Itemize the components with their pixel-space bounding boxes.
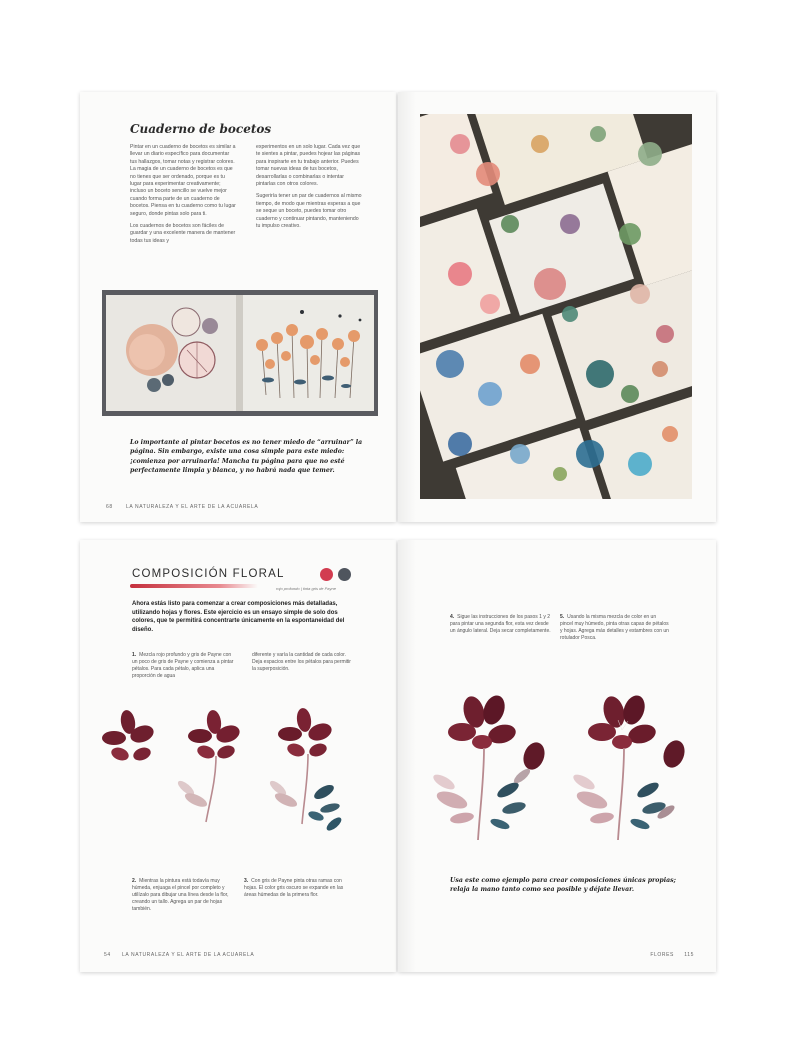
step-1 (132, 652, 238, 680)
step-text: Mientras la pintura está todavía muy húmeda, enjuaga el pincel por completo y utilízalo para dibujar una línea desde la flor, creando un tallo. Agrega un par de hojas también. (132, 878, 229, 912)
sketchbooks-collage-photo (420, 114, 692, 499)
paragraph: experimentos en un solo lugar. Cada vez que te sientes a pintar, puedes hojear las páginas para inspirarte en tu trabajo anterior. Puedes tomar nuevas ideas de tus bocetos, desarrollarlas o combinarlas o intentar pintarlas con otros colores. (256, 144, 361, 188)
section-label: FLORES (650, 952, 674, 958)
top-left-page (80, 92, 396, 522)
step-4 (450, 614, 554, 635)
step-5 (560, 614, 670, 642)
bottom-right-page (398, 540, 716, 972)
caption: Usa este como ejemplo para crear composiciones únicas propias; relaja la mano tanto como sea posible y déjate llevar. (450, 877, 676, 894)
gutter-shadow (398, 540, 416, 972)
text-column-1 (130, 144, 236, 250)
floral-composition-illustrations (422, 690, 702, 850)
step-number: 2. (132, 878, 137, 884)
sketchbook-photo (102, 290, 378, 416)
bottom-left-page (80, 540, 396, 972)
step-number: 4. (450, 614, 455, 620)
caption: Lo importante al pintar bocetos es no tener miedo de “arruinar” la página. Sin embargo, existe una cosa simple para este miedo: ¡comienza por arruinarla! Mancha tu página para que no esté perfectamente limpia y blanca, y no habrá nada que temer. (130, 439, 363, 475)
red-swatch (320, 568, 333, 581)
step-text: Sigue las instrucciones de los pasos 1 y 2 para pintar una segunda flor, esta vez desde un ángulo lateral. Deja secar completamente. (450, 614, 551, 634)
page-number: 54 (104, 952, 111, 958)
gray-swatch (338, 568, 351, 581)
title-brush-stroke (130, 584, 258, 588)
page-number: 115 (684, 952, 694, 958)
step-number: 5. (560, 614, 565, 620)
step-3 (244, 878, 354, 899)
gutter-shadow (398, 92, 416, 522)
top-right-page (398, 92, 716, 522)
step-text: Usando la misma mezcla de color en un pincel muy húmedo, pinta otras capas de pétalos y hojas. Agrega más detalles y estambres con un rotulador Posca. (560, 614, 669, 641)
paragraph: Pintar en un cuaderno de bocetos es similar a llevar un diario específico para documentar tus hallazgos, tomar notas y registrar colores. La magia de un cuaderno de bocetos es que no tienes que ser ordenado, porque es tu lugar para experimentar creativamente; incluso un boceto sencillo se vuelve mejor cuando forma parte de un cuaderno de bocetos. Piensa en tu cuaderno como tu lugar seguro, donde pintas solo para ti. (130, 144, 236, 217)
step-1-continued: diferente y varía la cantidad de cada color. Deja espacios entre los pétalos para permitir la superposición. (252, 652, 351, 672)
text-column-2 (256, 144, 362, 235)
step-text: Con gris de Payne pinta otras ramas con hojas. El color gris oscuro se expande en las áreas húmedas de la primera flor. (244, 878, 344, 898)
step-number: 1. (132, 652, 137, 658)
paragraph: Sugeriría tener un par de cuadernos al mismo tiempo, de modo que mientras esperas a que se seque un boceto, puedes tomar otro cuaderno y continuar pintando, manteniendo tu impulso creativo. (256, 193, 362, 230)
page-number: 68 (106, 504, 113, 510)
running-header: LA NATURALEZA Y EL ARTE DE LA ACUARELA (122, 952, 255, 958)
flower-step-illustrations (98, 700, 388, 860)
step-2 (132, 878, 236, 913)
page-title: COMPOSICIÓN FLORAL (132, 568, 285, 580)
step-number: 3. (244, 878, 249, 884)
running-header: LA NATURALEZA Y EL ARTE DE LA ACUARELA (126, 504, 259, 510)
paragraph: Los cuadernos de bocetos son fáciles de guardar y una excelente manera de mantener todas tus ideas y (130, 223, 236, 244)
intro-paragraph: Ahora estás listo para comenzar a crear composiciones más detalladas, utilizando hojas y flores. Este ejercicio es un ensayo simple de solo dos colores, que te permitirá concentrarte únicamente en la espontaneidad del diseño. (132, 601, 345, 633)
swatch-note: rojo profundo | tinta gris de Payne (276, 586, 336, 591)
page-title: Cuaderno de bocetos (130, 122, 272, 136)
step-text: Mezcla rojo profundo y gris de Payne con un poco de gris de Payne y comienza a pintar pétalos. Para cada pétalo, aplica una proporción de agua (132, 652, 234, 679)
